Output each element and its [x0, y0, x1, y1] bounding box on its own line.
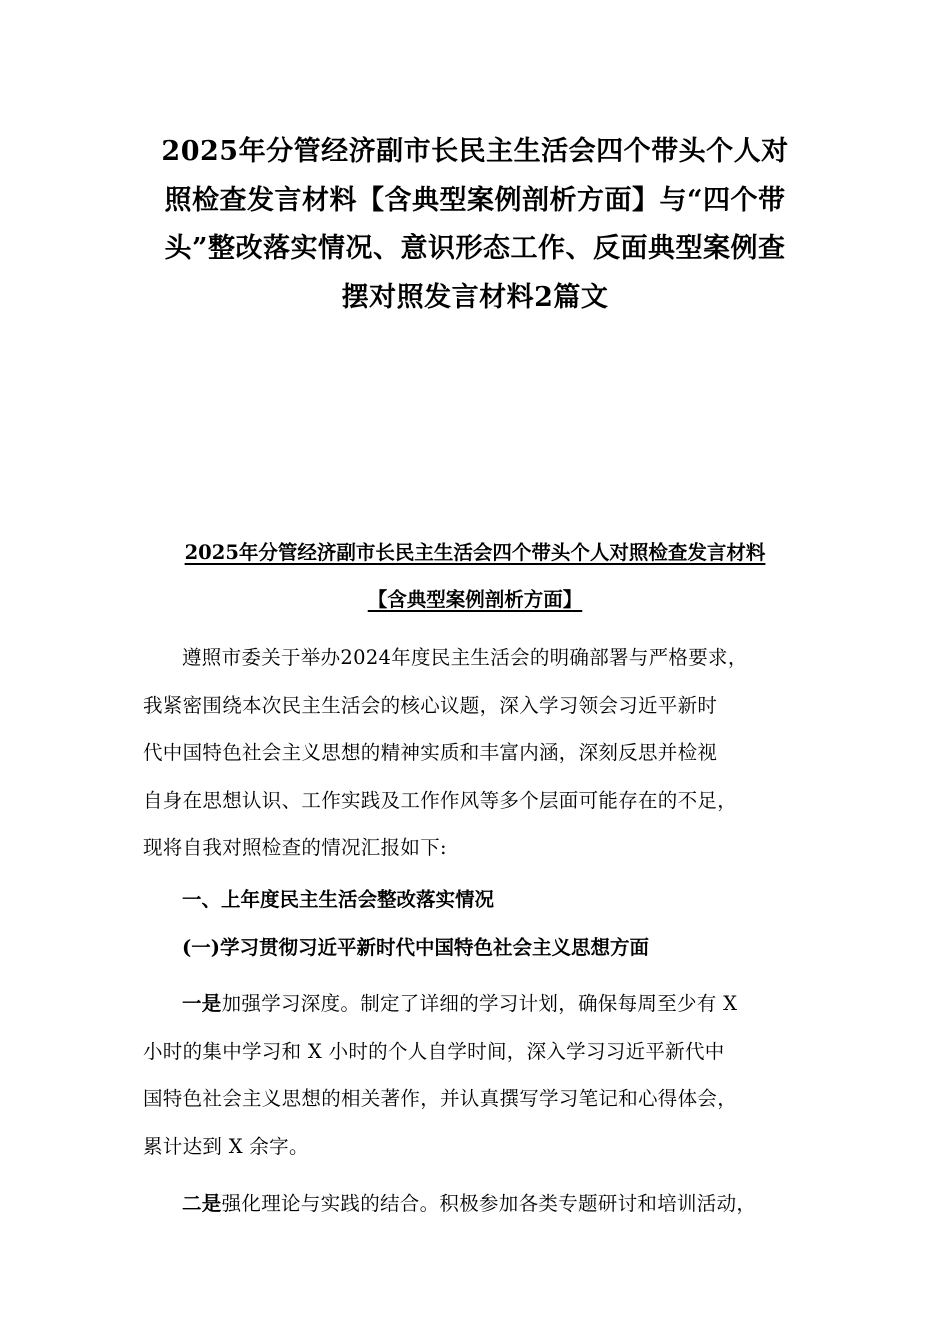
paragraph-line: 我紧密围绕本次民主生活会的核心议题，深入学习领会习近平新时: [143, 693, 718, 717]
paragraph-line: 代中国特色社会主义思想的精神实质和丰富内涵，深刻反思并检视: [143, 741, 718, 764]
subsection-heading: (一)学习贯彻习近平新时代中国特色社会主义思想方面: [182, 936, 649, 959]
item-two-paragraph: [143, 1180, 815, 1228]
item-lead: 一是: [182, 992, 222, 1015]
paragraph-line: 现将自我对照检查的情况汇报如下:: [143, 836, 447, 859]
paragraph-line: [143, 1180, 815, 1228]
section-title-line-2: 【含典型案例剖析方面】: [367, 588, 583, 611]
item-text: 强化理论与实践的结合。积极参加各类专题研讨和培训活动，: [221, 1192, 757, 1215]
item-lead: 二是: [182, 1192, 222, 1215]
paragraph-line: [143, 980, 815, 1028]
paragraph-line: 遵照市委关于举办2024年度民主生活会的明确部署与严格要求，: [182, 646, 748, 669]
section-heading: 一、上年度民主生活会整改落实情况: [182, 888, 495, 911]
title-line: 头”整改落实情况、意识形态工作、反面典型案例查: [164, 233, 786, 264]
title-line: 摆对照发言材料2篇文: [341, 281, 609, 313]
item-text: 加强学习深度。制定了详细的学习计划，确保每周至少有 X: [221, 992, 738, 1015]
title-line: 照检查发言材料【含典型案例剖析方面】与“四个带: [164, 184, 786, 216]
paragraph-line: 国特色社会主义思想的相关著作，并认真撰写学习笔记和心得体会，: [143, 1087, 738, 1110]
paragraph-line: 累计达到 X 余字。: [143, 1134, 309, 1158]
paragraph-line: 自身在思想认识、工作实践及工作作风等多个层面可能存在的不足，: [143, 788, 738, 812]
title-line: 2025年分管经济副市长民主生活会四个带头个人对: [161, 136, 789, 167]
paragraph-line: 小时的集中学习和 X 小时的个人自学时间，深入学习习近平新代中: [143, 1039, 725, 1063]
intro-paragraph: [143, 634, 815, 872]
document-title: [140, 128, 810, 322]
item-one-paragraph: [143, 980, 815, 1170]
section-title-line-1: 2025年分管经济副市长民主生活会四个带头个人对照检查发言材料: [184, 541, 766, 564]
